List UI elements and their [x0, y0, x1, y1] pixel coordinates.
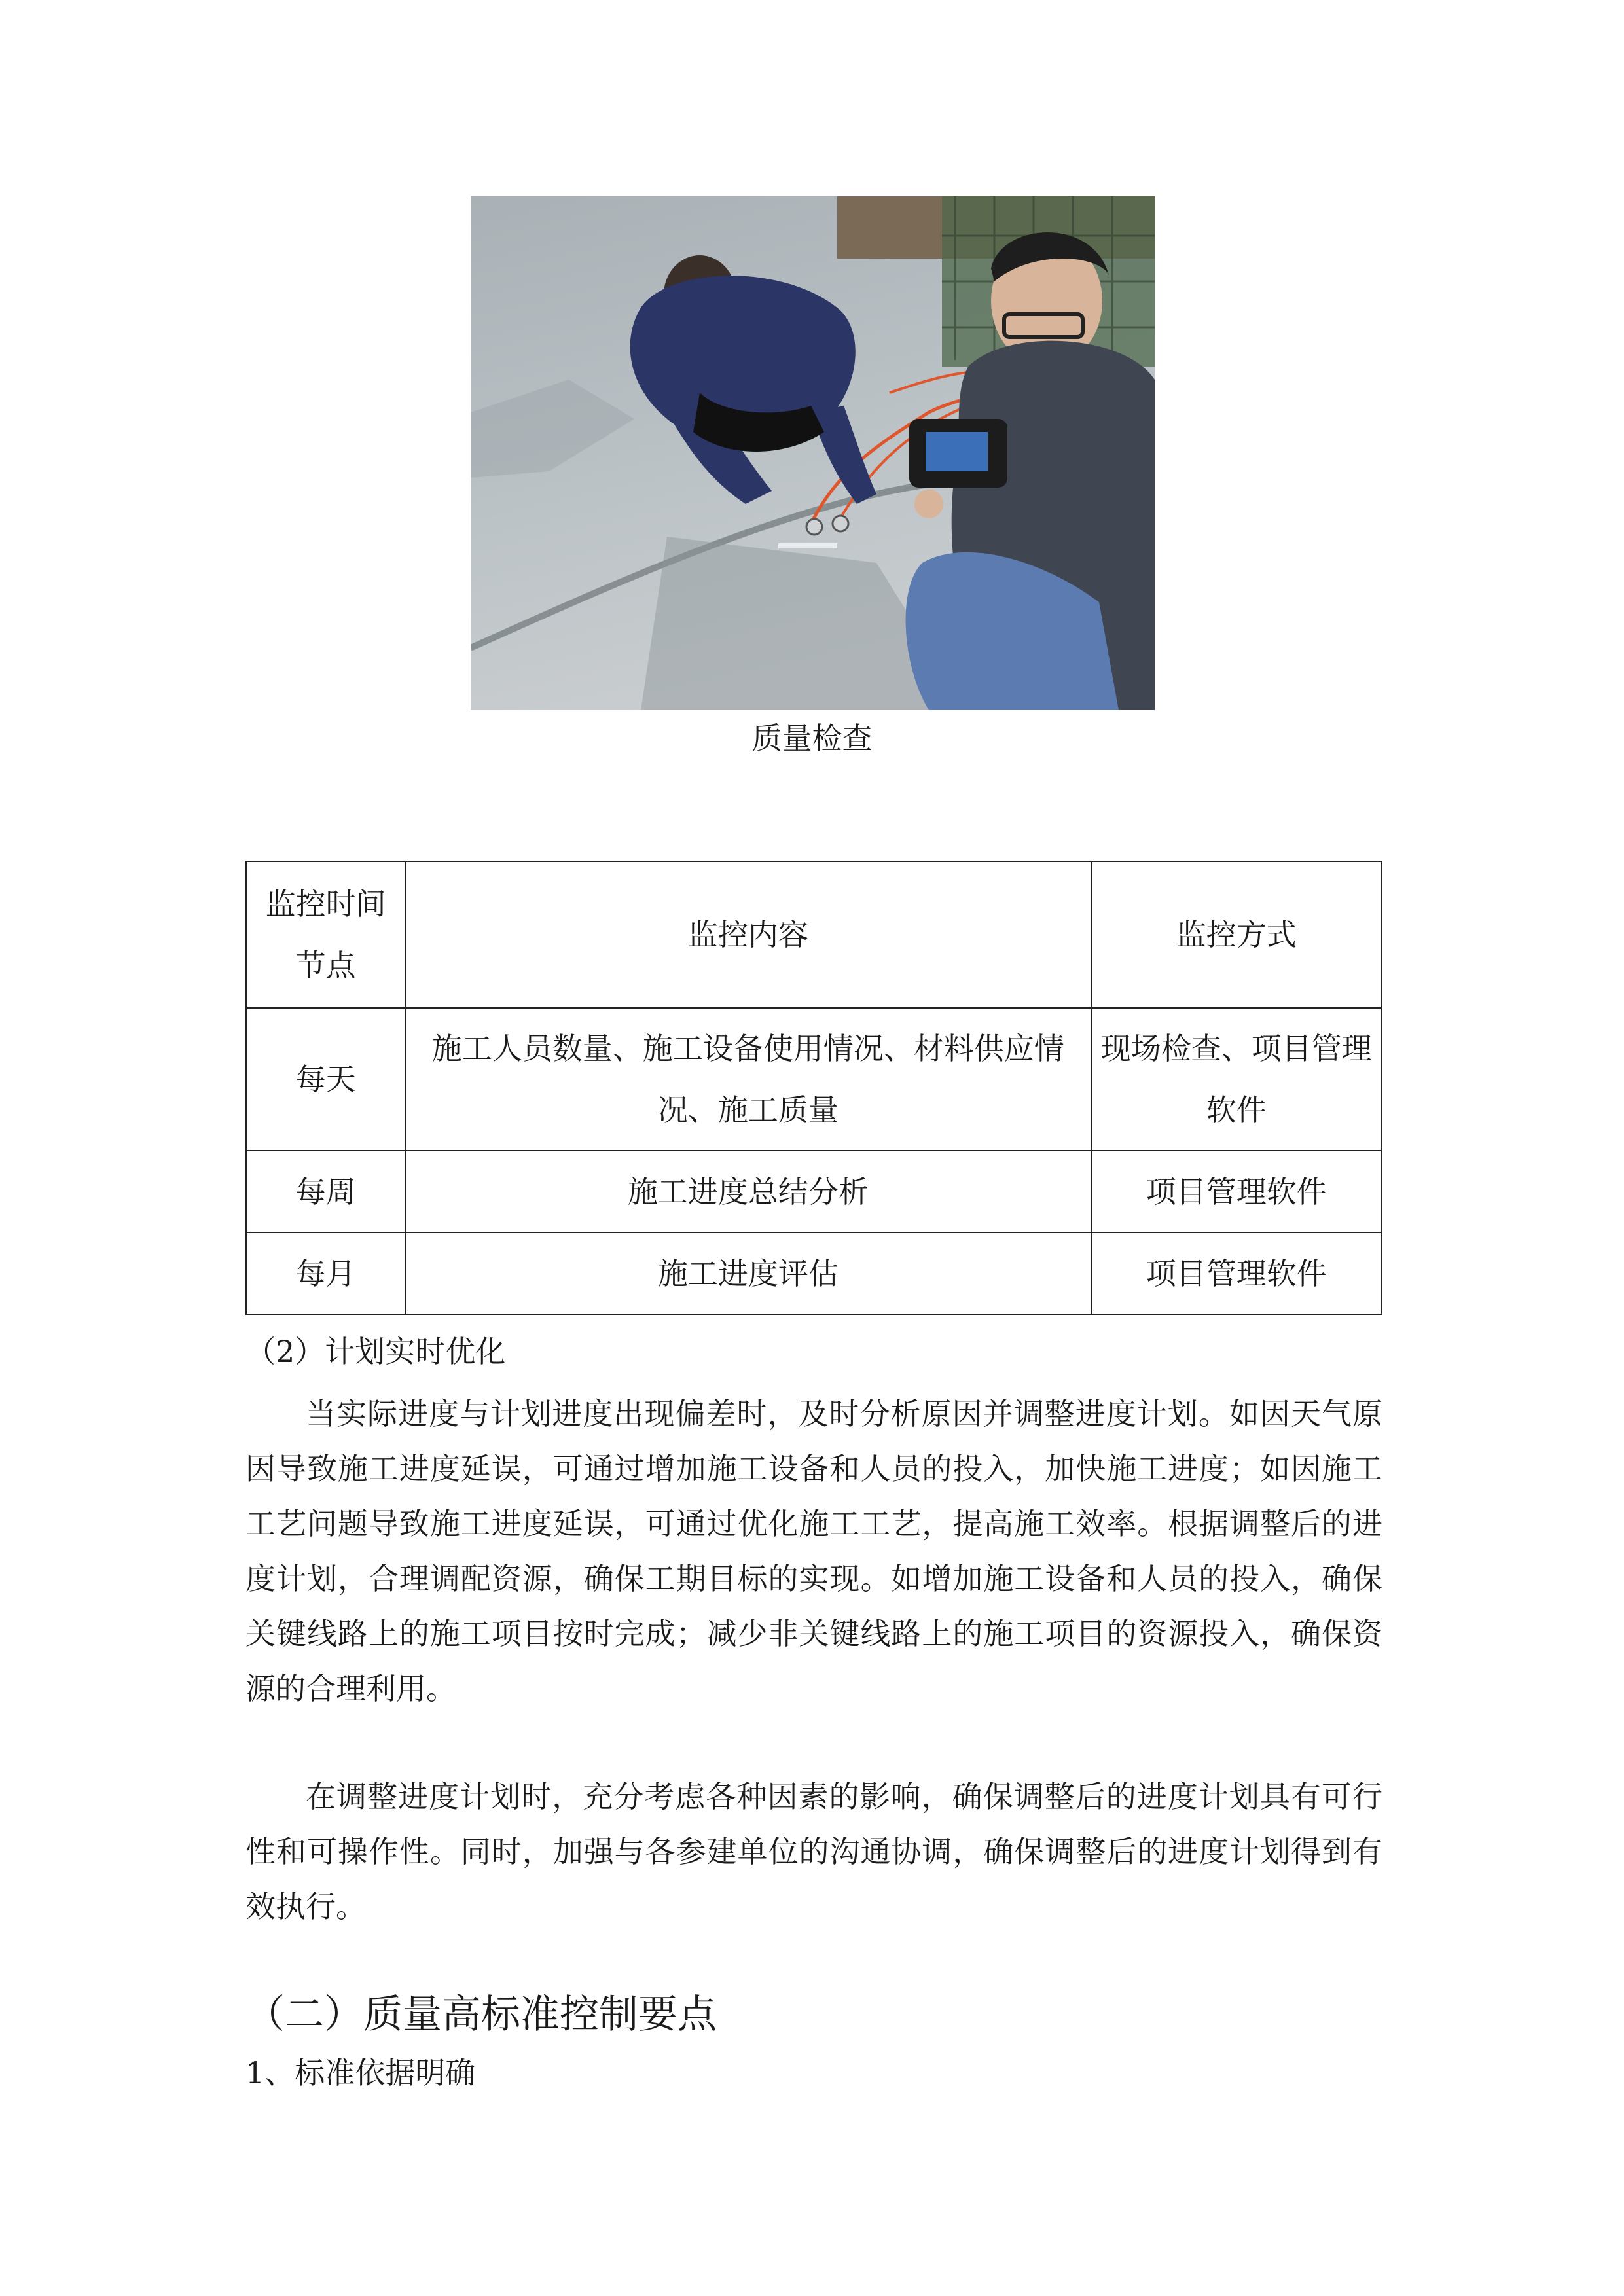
subsection-heading: 1、标准依据明确: [245, 2055, 476, 2090]
table-row: [246, 1151, 1382, 1232]
quality-inspection-photo: [471, 196, 1155, 710]
table-cell: 施工进度评估: [405, 1232, 1091, 1314]
table-cell: 每天: [246, 1008, 405, 1151]
table-cell: 每周: [246, 1151, 405, 1232]
photo-illustration: [471, 196, 1155, 710]
table-cell: 施工进度总结分析: [405, 1151, 1091, 1232]
figure-caption: 质量检查: [751, 721, 873, 756]
table-row: [246, 1232, 1382, 1314]
header-cell: 监控内容: [405, 861, 1091, 1008]
header-cell: 监控方式: [1091, 861, 1382, 1008]
table-cell: 项目管理软件: [1091, 1232, 1382, 1314]
table-cell: 项目管理软件: [1091, 1151, 1382, 1232]
sub-item-title: （2）计划实时优化: [245, 1334, 506, 1369]
table-header-row: [246, 861, 1382, 1008]
monitoring-table: [245, 861, 1382, 1315]
table-cell: 施工人员数量、施工设备使用情况、材料供应情况、施工质量: [405, 1008, 1091, 1151]
body-paragraph: 当实际进度与计划进度出现偏差时，及时分析原因并调整进度计划。如因天气原因导致施工进度延误，可通过增加施工设备和人员的投入，加快施工进度；如因施工工艺问题导致施工进度延误，可通过优化施工工艺，提高施工效率。根据调整后的进度计划，合理调配资源，确保工期目标的实现。如增加施工设备和人员的投入，确保关键线路上的施工项目按时完成；减少非关键线路上的施工项目的资源投入，确保资源的合理利用。: [245, 1396, 1382, 1706]
header-cell: 监控时间节点: [246, 861, 405, 1008]
table-cell: 每月: [246, 1232, 405, 1314]
section-heading: （二）质量高标准控制要点: [245, 1992, 717, 2037]
body-paragraph: 在调整进度计划时，充分考虑各种因素的影响，确保调整后的进度计划具有可行性和可操作性。同时，加强与各参建单位的沟通协调，确保调整后的进度计划得到有效执行。: [245, 1779, 1382, 1924]
table-cell: 现场检查、项目管理软件: [1091, 1008, 1382, 1151]
table-row: [246, 1008, 1382, 1151]
